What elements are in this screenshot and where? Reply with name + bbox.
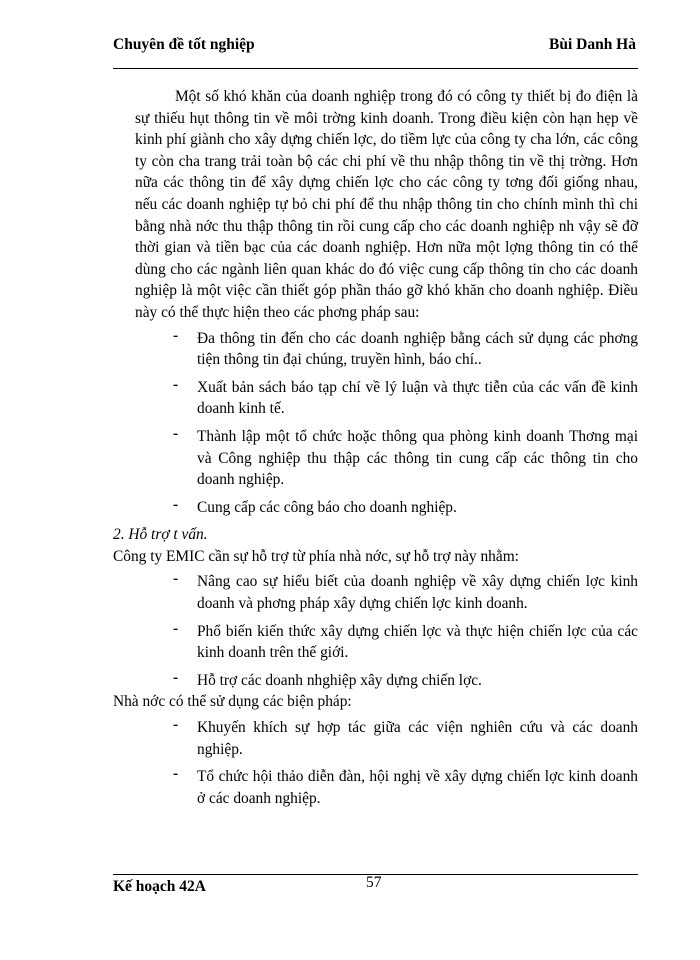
- intro-paragraph: Một số khó khăn của doanh nghiệp trong đó có công ty thiết bị đo điện là sự thiếu hụt thông tin về môi trờng kinh doanh. Trong điều kiện còn hạn hẹp về kinh phí giành cho xây dựng chiến lợc, do tiềm lực của công ty cha lớn, các công ty còn cha trang trải toàn bộ các chi phí về thu nhập thông tin về thị trờng. Hơn nữa các thông tin để xây dựng chiến lợc cho các công ty tơng đối giống nhau, nếu các doanh nghiệp tự bỏ chi phí để thu nhập thông tin cho chính mình thì chi bằng nhà nớc thu thập thông tin rồi cung cấp cho các doanh nghiệp nh vậy sẽ đỡ thời gian và tiền bạc của các doanh nghiệp. Hơn nữa một lợng thông tin có thể dùng cho các ngành liên quan khác do đó việc cung cấp thông tin cho các doanh nghiệp là một việc cần thiết góp phần tháo gỡ khó khăn cho doanh nghiệp. Điều này có thể thực hiện theo các phơng pháp sau:: [135, 88, 638, 321]
- list-item-text: Đa thông tin đến cho các doanh nghiệp bằng cách sử dụng các phơng tiện thông tin đại chúng, truyền hình, báo chí..: [197, 329, 638, 369]
- list-item-text: Cung cấp các công báo cho doanh nghiệp.: [197, 498, 457, 516]
- list-item: [113, 670, 638, 692]
- list-item: [113, 377, 638, 420]
- header-author-name: Bùi Danh Hà: [548, 36, 636, 53]
- bullet-dash: -: [173, 765, 179, 783]
- list-item: [113, 426, 638, 491]
- state-measures-list: [113, 717, 638, 809]
- list-item-text: Xuất bản sách báo tạp chí về lý luận và thực tiễn của các vấn đề kinh doanh kinh tế.: [197, 378, 638, 418]
- list-item-text: Tổ chức hội thảo diễn đàn, hội nghị về xây dựng chiến lợc kinh doanh ở các doanh nghiệp.: [197, 768, 638, 807]
- footer-class-label: Kế hoạch 42A: [113, 878, 206, 895]
- list-item: [113, 497, 638, 519]
- bullet-dash: -: [173, 716, 179, 734]
- list-item: [113, 766, 638, 809]
- bullet-dash: -: [173, 424, 179, 442]
- bullet-dash: -: [173, 495, 179, 513]
- list-item-text: Nâng cao sự hiểu biết của doanh nghiệp về xây dựng chiến lợc kinh doanh và phơng pháp xây dựng chiến lợc kinh doanh.: [197, 573, 638, 613]
- page-number: 57: [366, 874, 382, 891]
- list-item-text: Khuyến khích sự hợp tác giữa các viện nghiên cứu và các doanh nghiệp.: [197, 719, 638, 758]
- section-heading: 2. Hỗ trợ t vấn.: [113, 526, 208, 544]
- bullet-dash: -: [173, 375, 179, 393]
- support-goals-list: [113, 571, 638, 691]
- list-item-text: Phổ biến kiến thức xây dựng chiến lợc và thực hiện chiến lợc của các kinh doanh trên thế giới.: [197, 622, 638, 662]
- header-divider: [113, 68, 638, 69]
- page-footer: [113, 876, 638, 900]
- list-item: [113, 621, 638, 664]
- bullet-dash: -: [173, 619, 179, 637]
- list-item: [113, 328, 638, 371]
- information-methods-list: [113, 328, 638, 519]
- header-document-title: Chuyên đề tốt nghiệp: [113, 36, 255, 53]
- measures-intro: Nhà nớc có thể sử dụng các biện pháp:: [113, 693, 352, 711]
- list-item: [113, 717, 638, 760]
- list-item-text: Hỗ trợ các doanh nhghiệp xây dựng chiến lợc.: [197, 671, 482, 689]
- section-intro: Công ty EMIC cần sự hỗ trợ từ phía nhà nớc, sự hỗ trợ này nhằm:: [113, 547, 519, 565]
- page-header: [113, 36, 638, 60]
- bullet-dash: -: [173, 668, 179, 686]
- page-body: [113, 86, 638, 809]
- list-item: [113, 571, 638, 614]
- bullet-dash: -: [173, 570, 179, 588]
- bullet-dash: -: [173, 326, 179, 344]
- list-item-text: Thành lập một tổ chức hoặc thông qua phòng kinh doanh Thơng mại và Công nghiệp thu thập các thông tin cung cấp các thông tin cho doanh nghiệp.: [197, 427, 638, 489]
